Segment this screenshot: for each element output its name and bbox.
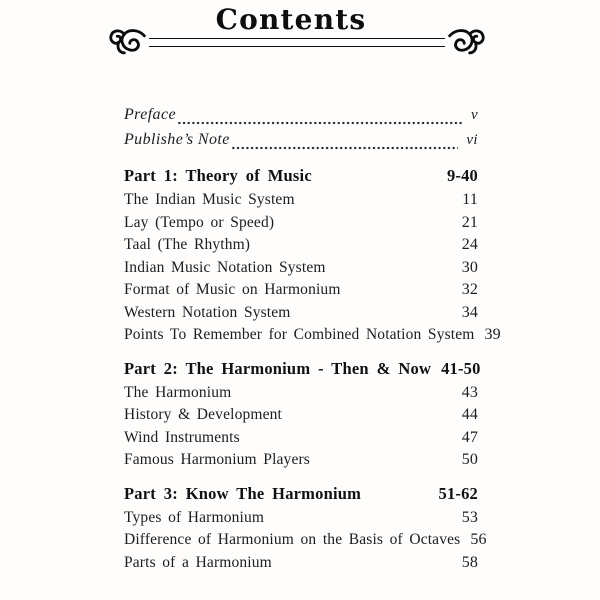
toc-item-row — [124, 429, 478, 452]
part-heading-label: Part 1: Theory of Music — [124, 166, 312, 185]
toc-entry-page: 53 — [461, 508, 478, 526]
toc-item-row — [124, 554, 478, 577]
toc-item-row — [124, 214, 478, 237]
toc-entry-page: 43 — [461, 383, 478, 401]
toc-item-row — [124, 531, 487, 554]
toc-entry-page: 56 — [470, 531, 487, 548]
toc-entry-page: 32 — [461, 281, 478, 298]
table-of-contents — [124, 106, 501, 576]
toc-entry-label: The Harmonium — [124, 383, 232, 401]
double-rule — [149, 38, 445, 47]
toc-front-matter-row — [124, 131, 478, 156]
part-heading-label: Part 2: The Harmonium - Then & Now — [124, 358, 432, 378]
toc-entry-page: v — [470, 107, 478, 123]
toc-entry-page: 11 — [462, 191, 478, 208]
toc-entry-label: Famous Harmonium Players — [124, 451, 310, 468]
page-title: Contents — [215, 3, 367, 36]
toc-entry-page: 34 — [461, 303, 478, 321]
toc-entry-label: Taal (The Rhythm) — [124, 236, 251, 253]
toc-entry-label: Types of Harmonium — [124, 508, 265, 526]
toc-entry-page: 24 — [461, 236, 478, 253]
toc-part-heading — [124, 166, 478, 189]
toc-part-heading — [124, 484, 478, 507]
toc-entry-label: History & Development — [124, 406, 282, 423]
toc-item-row — [124, 236, 478, 259]
part-page-range: 9-40 — [446, 166, 478, 185]
dot-leader — [231, 131, 459, 156]
toc-item-row — [124, 191, 478, 214]
toc-entry-label: Wind Instruments — [124, 428, 240, 446]
toc-entry-label: Difference of Harmonium on the Basis of Octaves — [124, 531, 461, 548]
title-divider — [106, 26, 488, 58]
toc-entry-page: 30 — [461, 258, 478, 276]
toc-item-row — [124, 304, 478, 327]
toc-entry-page: vi — [466, 132, 478, 148]
dot-leader — [177, 106, 463, 131]
toc-entry-label: The Indian Music System — [124, 191, 295, 208]
toc-item-row — [124, 451, 478, 474]
toc-entry-label: Lay (Tempo or Speed) — [124, 213, 275, 231]
toc-entry-page: 58 — [461, 553, 478, 571]
toc-entry-page: 47 — [461, 428, 478, 446]
toc-entry-label: Preface — [124, 106, 176, 123]
part-page-range: 51-62 — [438, 483, 478, 503]
toc-item-row — [124, 406, 478, 429]
toc-entry-page: 50 — [461, 451, 478, 468]
toc-entry-page: 39 — [484, 326, 501, 343]
toc-item-row — [124, 384, 478, 407]
part-page-range: 41-50 — [441, 358, 481, 378]
toc-item-row — [124, 509, 478, 532]
toc-entry-label: Points To Remember for Combined Notation System — [124, 326, 475, 343]
toc-entry-label: Indian Music Notation System — [124, 258, 326, 276]
toc-item-row — [124, 326, 501, 349]
toc-entry-label: Parts of a Harmonium — [124, 553, 272, 571]
part-heading-label: Part 3: Know The Harmonium — [124, 483, 362, 503]
scroll-flourish-left-icon — [106, 27, 146, 58]
scroll-flourish-right-icon — [448, 27, 488, 58]
toc-entry-page: 44 — [461, 406, 478, 423]
toc-entry-page: 21 — [461, 213, 478, 231]
toc-front-matter-row — [124, 106, 478, 131]
toc-entry-label: Western Notation System — [124, 303, 291, 321]
toc-item-row — [124, 259, 478, 282]
toc-entry-label: Format of Music on Harmonium — [124, 281, 341, 298]
toc-item-row — [124, 281, 478, 304]
toc-part-heading — [124, 358, 481, 382]
toc-entry-label: Publishe’s Note — [124, 131, 230, 148]
